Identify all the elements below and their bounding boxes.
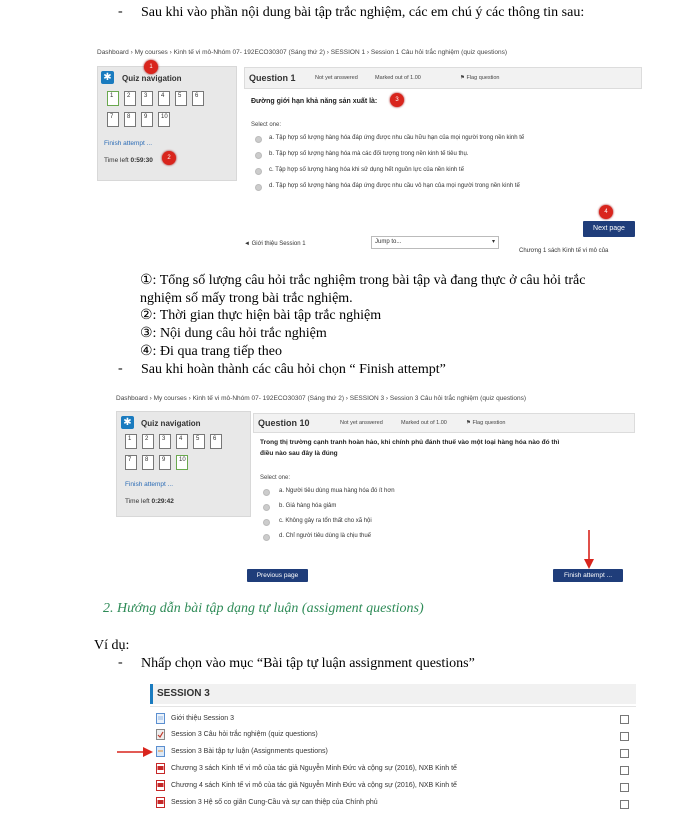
- answer-option: b. Giá hàng hóa giảm: [279, 503, 337, 509]
- quiz-nav-title: Quiz navigation: [122, 74, 182, 83]
- quiz-nav-button[interactable]: 3: [141, 91, 153, 106]
- flag-question[interactable]: [460, 75, 500, 81]
- assignment-icon: [156, 746, 165, 757]
- completion-checkbox[interactable]: [620, 749, 629, 758]
- page-icon: [156, 713, 165, 724]
- completion-checkbox[interactable]: [620, 732, 629, 741]
- question-text: Đường giới hạn khả năng sản xuất là:: [251, 98, 378, 105]
- explanation-1b: nghiệm số mấy trong bài trắc nghiệm.: [140, 291, 353, 306]
- example-label: Ví dụ:: [94, 638, 130, 653]
- time-left-value: 0:59:30: [130, 157, 153, 164]
- quiz-nav-button[interactable]: 2: [142, 434, 154, 449]
- red-arrow-right-icon: [117, 747, 153, 757]
- quiz-nav-button[interactable]: 9: [141, 112, 153, 127]
- explanation-1a: ①: Tổng số lượng câu hỏi trắc nghiệm trong bài tập và đang thực ở câu hỏi trắc: [140, 273, 586, 288]
- breadcrumb: Dashboard › My courses › Kinh tế vi mô-Nhóm 07- 192ECO30307 (Sáng thứ 2) › SESSION 1 › Session 1 Câu hỏi trắc nghiệm (quiz questions): [97, 49, 508, 56]
- flag-icon: ⚑: [460, 75, 465, 81]
- divider: [150, 706, 636, 707]
- answer-option: d. Chỉ người tiêu dùng là chịu thuế: [279, 533, 372, 539]
- flag-question[interactable]: [466, 420, 506, 426]
- explanation-4: ④: Đi qua trang tiếp theo: [140, 344, 283, 359]
- quiz-nav-button[interactable]: 1: [107, 91, 119, 106]
- flag-question-label: Flag question: [466, 75, 500, 81]
- bullet-dash: -: [118, 655, 123, 670]
- quiz-navigation-panel: [116, 411, 251, 517]
- quiz-nav-button[interactable]: 5: [193, 434, 205, 449]
- session-item-link[interactable]: Chương 4 sách Kinh tế vi mô của tác giả Nguyễn Minh Đức và cộng sự (2016), NXB Kinh tế: [171, 782, 457, 789]
- quiz-nav-title: Quiz navigation: [141, 419, 201, 428]
- finish-attempt-link[interactable]: Finish attempt ...: [104, 140, 153, 147]
- gear-icon: ✱: [101, 71, 114, 84]
- answer-option: c. Không gây ra tổn thất cho xã hội: [279, 518, 372, 524]
- quiz-icon: [156, 729, 165, 740]
- radio-option[interactable]: [255, 168, 262, 175]
- marker-4: 4: [599, 205, 613, 219]
- time-left: [104, 157, 153, 164]
- quiz-nav-button[interactable]: 7: [125, 455, 137, 470]
- question-marks: Marked out of 1.00: [375, 75, 421, 81]
- quiz-nav-button[interactable]: 10: [158, 112, 170, 127]
- question-marks: Marked out of 1.00: [401, 420, 447, 426]
- completion-checkbox[interactable]: [620, 800, 629, 809]
- session-3-header: SESSION 3: [150, 684, 636, 704]
- radio-option[interactable]: [263, 504, 270, 511]
- quiz-nav-button[interactable]: 3: [159, 434, 171, 449]
- finish-bullet-text: Sau khi hoàn thành các câu hỏi chọn “ Finish attempt”: [141, 362, 446, 377]
- question-status: Not yet answered: [340, 420, 383, 426]
- previous-page-button[interactable]: Previous page: [247, 569, 308, 582]
- select-one-label: Select one:: [251, 122, 282, 128]
- bullet-dash: -: [118, 361, 123, 376]
- finish-attempt-link[interactable]: Finish attempt ...: [125, 481, 174, 488]
- quiz-nav-button[interactable]: 5: [175, 91, 187, 106]
- quiz-nav-button[interactable]: 10: [176, 455, 188, 470]
- next-activity-link[interactable]: Chương 1 sách Kinh tế vi mô của: [519, 248, 609, 254]
- completion-checkbox[interactable]: [620, 766, 629, 775]
- quiz-screenshot-2: [114, 392, 639, 587]
- quiz-nav-button[interactable]: 6: [192, 91, 204, 106]
- pdf-icon: [156, 763, 165, 774]
- quiz-nav-button[interactable]: 9: [159, 455, 171, 470]
- quiz-nav-button[interactable]: 6: [210, 434, 222, 449]
- finish-attempt-button[interactable]: Finish attempt ...: [553, 569, 623, 582]
- answer-option: c. Tập hợp số lượng hàng hóa khi sử dụng hết nguồn lực của nền kinh tế: [269, 167, 464, 173]
- question-text-line-1: Trong thị trường cạnh tranh hoàn hảo, khi chính phủ đánh thuế vào một loại hàng hóa nào đó thì: [260, 439, 560, 446]
- breadcrumb: Dashboard › My courses › Kinh tế vi mô-Nhóm 07- 192ECO30307 (Sáng thứ 2) › SESSION 3 › Session 3 Câu hỏi trắc nghiệm (quiz questions): [116, 395, 527, 402]
- pdf-icon: [156, 797, 165, 808]
- explanation-3: ③: Nội dung câu hỏi trắc nghiệm: [140, 326, 327, 341]
- marker-1: 1: [144, 60, 158, 74]
- chevron-down-icon: ▾: [491, 239, 495, 245]
- question-text-line-2: điều nào sau đây là đúng: [260, 450, 338, 457]
- previous-activity-link[interactable]: ◄ Giới thiệu Session 1: [244, 241, 306, 247]
- radio-option[interactable]: [263, 519, 270, 526]
- time-left-value: 0:29:42: [151, 498, 174, 505]
- pdf-icon: [156, 780, 165, 791]
- quiz-nav-button[interactable]: 1: [125, 434, 137, 449]
- quiz-nav-button[interactable]: 8: [124, 112, 136, 127]
- radio-option[interactable]: [255, 184, 262, 191]
- marker-3: 3: [390, 93, 404, 107]
- time-left-label: Time left: [125, 498, 150, 505]
- jump-to-label: Jump to...: [375, 239, 402, 245]
- question-header: [244, 67, 642, 89]
- radio-option[interactable]: [263, 534, 270, 541]
- session-item-link[interactable]: Session 3 Câu hỏi trắc nghiệm (quiz questions): [171, 731, 318, 738]
- session-item-link[interactable]: Giới thiệu Session 3: [171, 715, 234, 722]
- question-header: [253, 413, 635, 433]
- radio-option[interactable]: [255, 152, 262, 159]
- answer-option: d. Tập hợp số lượng hàng hóa đáp ứng được nhu cầu vô hạn của mọi người trong nền kinh tế: [269, 183, 520, 189]
- session-item-link[interactable]: Chương 3 sách Kinh tế vi mô của tác giả Nguyễn Minh Đức và cộng sự (2016), NXB Kinh tế: [171, 765, 457, 772]
- quiz-nav-button[interactable]: 7: [107, 112, 119, 127]
- gear-icon: ✱: [121, 416, 134, 429]
- session-item-link[interactable]: Session 3 Hệ số co giãn Cung-Cầu và sự can thiệp của Chính phủ: [171, 799, 378, 806]
- quiz-nav-button[interactable]: 4: [176, 434, 188, 449]
- quiz-nav-button[interactable]: 2: [124, 91, 136, 106]
- explanation-2: ②: Thời gian thực hiện bài tập trắc nghiệm: [140, 308, 382, 323]
- flag-question-label: Flag question: [472, 420, 506, 426]
- question-number: Question 10: [258, 418, 310, 428]
- answer-option: b. Tập hợp số lượng hàng hóa mà các đối tượng trong nền kinh tế tiêu thụ.: [269, 151, 469, 157]
- flag-icon: ⚑: [466, 420, 471, 426]
- quiz-nav-button[interactable]: 8: [142, 455, 154, 470]
- select-one-label: Select one:: [260, 475, 291, 481]
- bullet-dash: -: [118, 4, 123, 19]
- intro-bullet-text: Sau khi vào phần nội dung bài tập trắc nghiệm, các em chú ý các thông tin sau:: [141, 5, 585, 20]
- next-page-button[interactable]: Next page: [583, 221, 635, 237]
- section-heading: 2. Hướng dẫn bài tập dạng tự luận (assigment questions): [103, 601, 424, 616]
- completion-checkbox[interactable]: [620, 715, 629, 724]
- completion-checkbox[interactable]: [620, 783, 629, 792]
- question-number: Question 1: [249, 73, 296, 83]
- question-status: Not yet answered: [315, 75, 358, 81]
- radio-option[interactable]: [255, 136, 262, 143]
- assignment-bullet-text: Nhấp chọn vào mục “Bài tập tự luận assignment questions”: [141, 656, 475, 671]
- jump-to-select[interactable]: [371, 236, 499, 249]
- session-item-link[interactable]: Session 3 Bài tập tự luận (Assignments questions): [171, 748, 328, 755]
- quiz-screenshot-1: [94, 40, 654, 265]
- answer-option: a. Tập hợp số lượng hàng hóa đáp ứng được nhu cầu hữu hạn của mọi người trong nền kinh tế: [269, 135, 525, 141]
- time-left: [125, 498, 174, 505]
- answer-option: a. Người tiêu dùng mua hàng hóa đó ít hơn: [279, 488, 395, 494]
- marker-2: 2: [162, 151, 176, 165]
- radio-option[interactable]: [263, 489, 270, 496]
- time-left-label: Time left: [104, 157, 129, 164]
- quiz-nav-button[interactable]: 4: [158, 91, 170, 106]
- red-arrow-down-icon: [584, 530, 594, 570]
